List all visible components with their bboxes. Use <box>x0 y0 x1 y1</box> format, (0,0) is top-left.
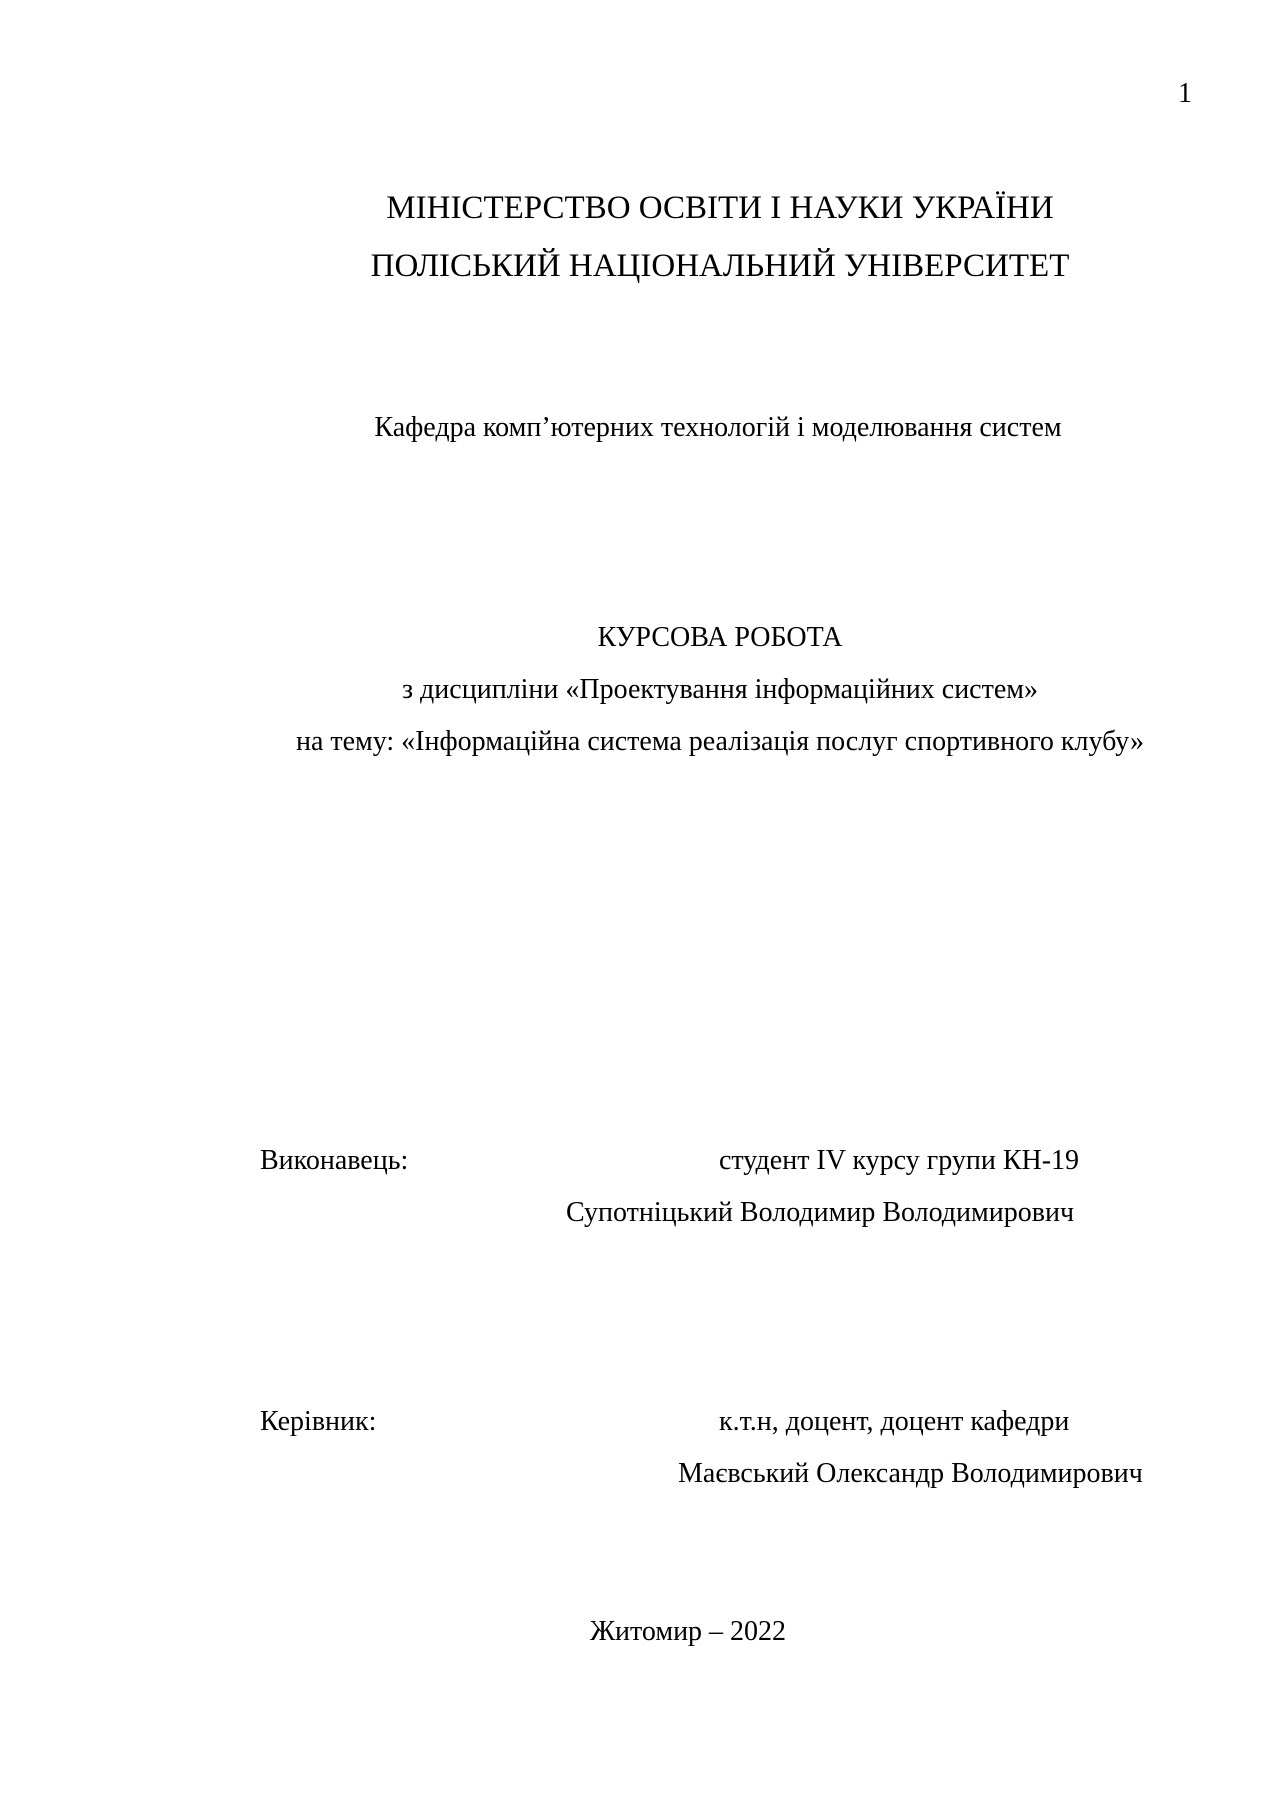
supervisor-label: Керівник: <box>260 1406 377 1437</box>
city-year: Житомир – 2022 <box>589 1616 787 1647</box>
supervisor-role: к.т.н, доцент, доцент кафедри <box>719 1406 1070 1437</box>
executor-role: студент IV курсу групи КН-19 <box>719 1145 1080 1176</box>
work-type-heading: КУРСОВА РОБОТА <box>597 622 843 653</box>
department-name: Кафедра комп’ютерних технологій і моделювання систем <box>374 412 1062 443</box>
topic-line: на тему: «Інформаційна система реалізація послуг спортивного клубу» <box>295 726 1145 757</box>
page-number: 1 <box>1178 78 1192 109</box>
executor-name: Супотніцький Володимир Володимирович <box>566 1197 1075 1228</box>
executor-label: Виконавець: <box>260 1145 409 1176</box>
discipline-line: з дисципліни «Проектування інформаційних систем» <box>402 674 1038 705</box>
university-title: ПОЛІСЬКИЙ НАЦІОНАЛЬНИЙ УНІВЕРСИТЕТ <box>370 248 1070 284</box>
ministry-title: МІНІСТЕРСТВО ОСВІТИ І НАУКИ УКРАЇНИ <box>386 190 1054 226</box>
supervisor-name: Маєвський Олександр Володимирович <box>678 1458 1143 1489</box>
